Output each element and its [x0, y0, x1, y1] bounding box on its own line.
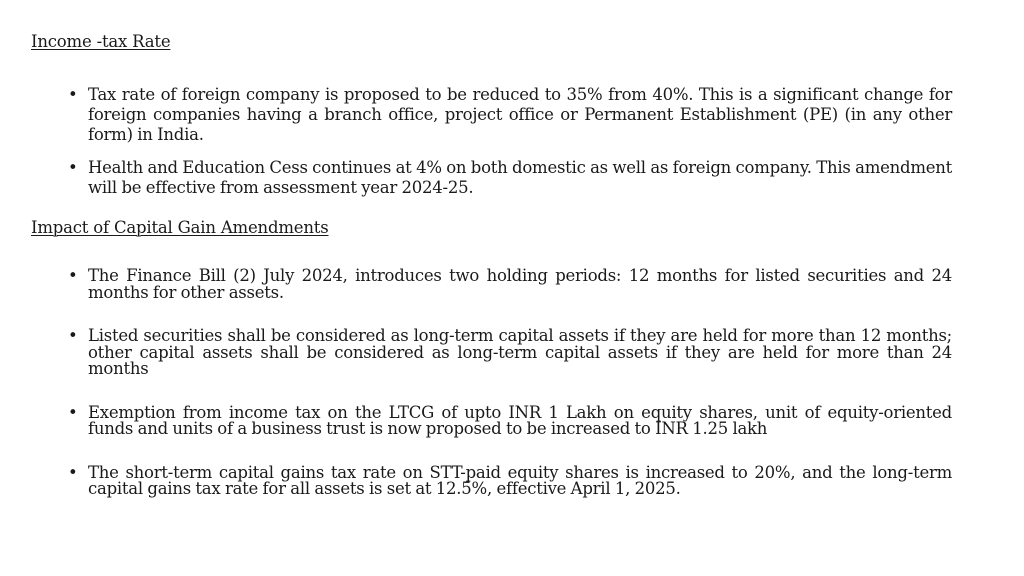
bullet-text: The short-term capital gains tax rate on STT-paid equity shares is increased to 20%, and the long-term capital gains tax rate for all assets is set at 12.5%, effective April 1, 2025. [88, 462, 952, 498]
bullet-item [68, 328, 952, 378]
income-tax-bullet-list [68, 85, 952, 198]
bullet-item [68, 268, 952, 301]
bullet-item [68, 402, 952, 438]
bullet-icon: • [68, 402, 78, 422]
bullet-icon: • [68, 85, 78, 104]
bullet-text: Health and Education Cess continues at 4% on both domestic as well as foreign company. This amendment will be effective from assessment year 2024-25. [88, 158, 952, 197]
bullet-item [68, 462, 952, 498]
bullet-icon: • [68, 462, 78, 482]
capital-gain-bullet-list [68, 268, 952, 498]
bullet-text: Exemption from income tax on the LTCG of upto INR 1 Lakh on equity shares, unit of equity-oriented funds and units of a business trust is now proposed to be increased to INR 1.25 lakh [88, 402, 952, 438]
bullet-item [68, 158, 952, 198]
section-heading-capital-gain: Impact of Capital Gain Amendments [31, 218, 329, 237]
bullet-icon: • [68, 266, 78, 285]
bullet-text: The Finance Bill (2) July 2024, introduces two holding periods: 12 months for listed securities and 24 months for other assets. [88, 266, 952, 302]
bullet-icon: • [68, 158, 78, 177]
section-heading-income-tax-rate: Income -tax Rate [31, 32, 171, 51]
bullet-icon: • [68, 326, 78, 345]
bullet-text: Listed securities shall be considered as long-term capital assets if they are held for more than 12 months; other capital assets shall be considered as long-term capital assets if they are held for more than 24 months [88, 326, 952, 378]
bullet-item [68, 85, 952, 145]
bullet-text: Tax rate of foreign company is proposed to be reduced to 35% from 40%. This is a significant change for foreign companies having a branch office, project office or Permanent Establishment (PE) (in any other form) in India. [88, 85, 952, 144]
